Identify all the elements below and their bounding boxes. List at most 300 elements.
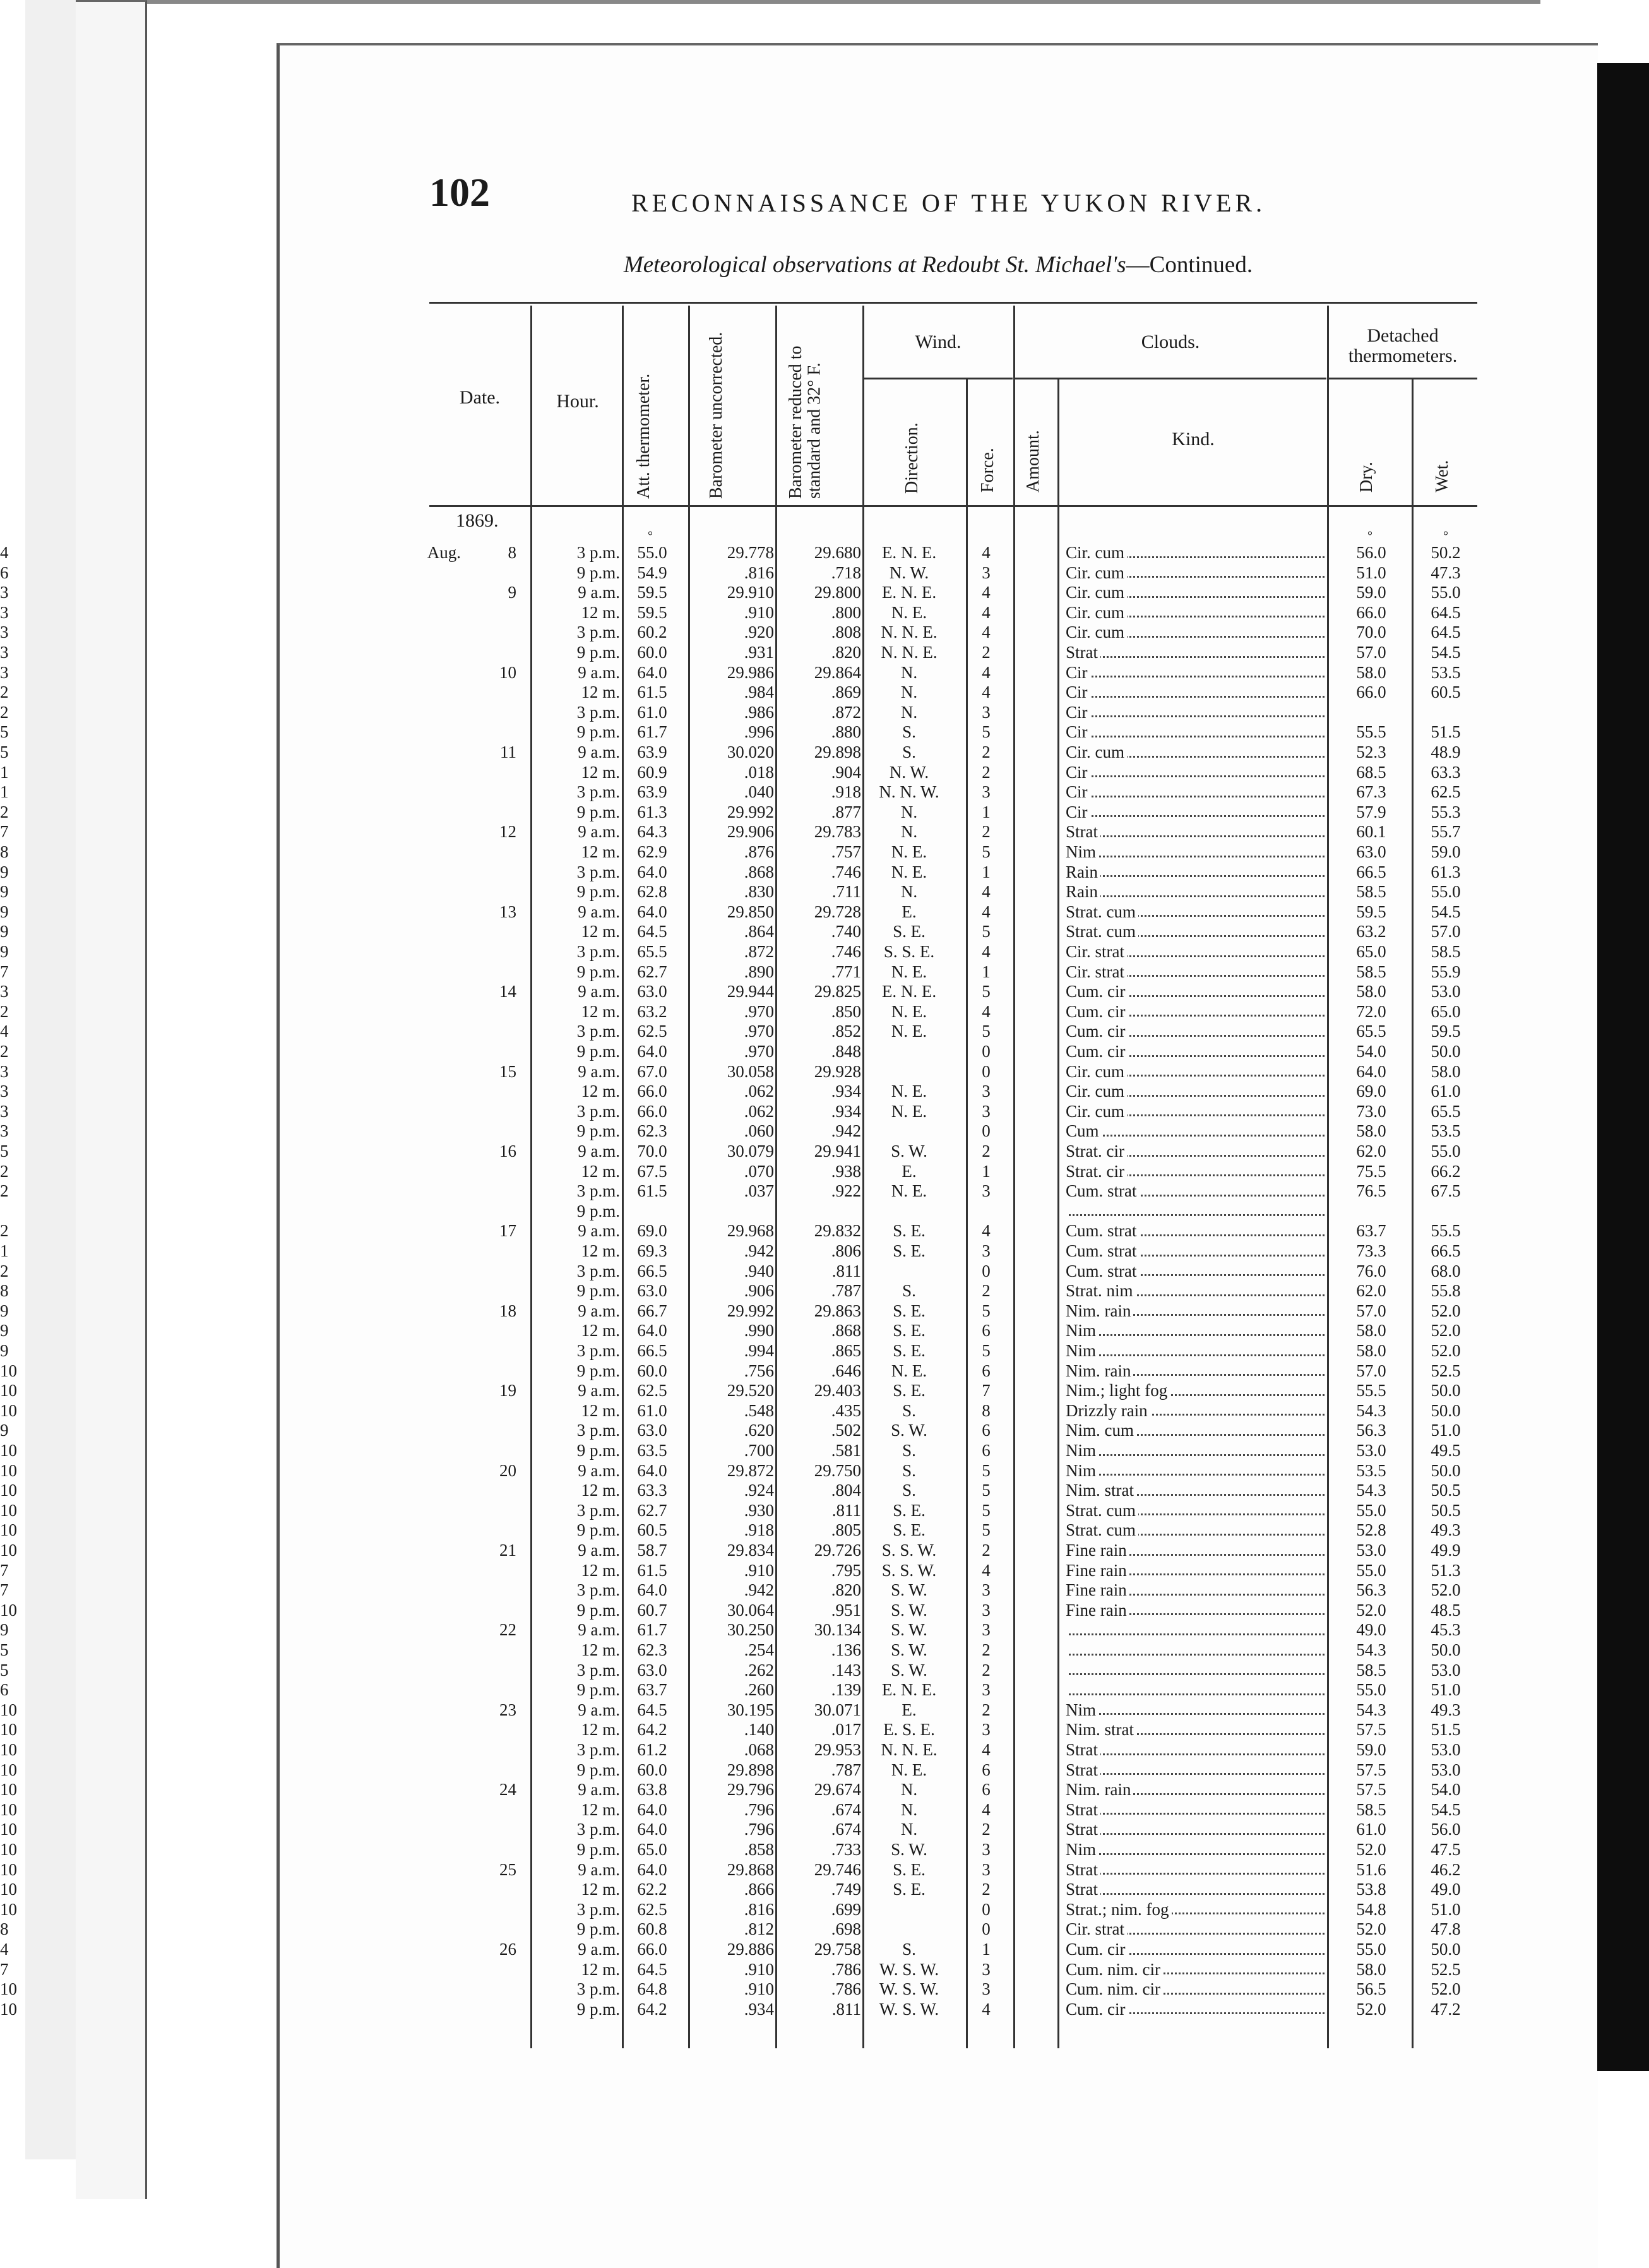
cell-wet: 52.5 bbox=[1431, 1361, 1461, 1380]
cloud-kind-text bbox=[1066, 1661, 1068, 1680]
cell-bar: 29.992 bbox=[727, 802, 774, 821]
cell-dir: N. E. bbox=[891, 1101, 927, 1121]
cell-force: 3 bbox=[982, 1082, 991, 1101]
cell-force: 1 bbox=[982, 802, 991, 821]
cell-dry: 68.5 bbox=[1356, 762, 1386, 782]
cell-force: 4 bbox=[982, 662, 991, 682]
table-row bbox=[0, 1221, 1649, 1241]
cell-red: .674 bbox=[831, 1799, 861, 1819]
cell-force: 4 bbox=[982, 882, 991, 902]
cell-dir: N. bbox=[900, 683, 918, 702]
cell-att: 63.0 bbox=[637, 982, 667, 1001]
cell-kind bbox=[1066, 1860, 1325, 1880]
cell-amount: 10 bbox=[0, 1880, 17, 1899]
running-head: RECONNAISSANCE OF THE YUKON RIVER. bbox=[631, 189, 1266, 217]
cloud-kind-text: Cum. cir bbox=[1066, 982, 1128, 1001]
cell-red: .805 bbox=[831, 1520, 861, 1540]
cell-day: 8 bbox=[508, 543, 516, 562]
cell-amount: 10 bbox=[0, 1520, 17, 1540]
cloud-kind-text: Fine rain bbox=[1066, 1541, 1129, 1560]
cell-force: 5 bbox=[982, 842, 991, 861]
cell-force: 6 bbox=[982, 1361, 991, 1380]
cell-dry: 76.5 bbox=[1356, 1181, 1386, 1201]
table-row bbox=[0, 1680, 1649, 1700]
cell-force: 0 bbox=[982, 1121, 991, 1141]
cell-wet: 51.3 bbox=[1431, 1560, 1461, 1580]
cell-wet: 64.5 bbox=[1431, 602, 1461, 622]
cell-wet: 49.9 bbox=[1431, 1541, 1461, 1560]
cell-force: 0 bbox=[982, 1899, 991, 1919]
leader-dots bbox=[1066, 1354, 1325, 1356]
cell-bar: .756 bbox=[744, 1361, 774, 1380]
cell-bar: .970 bbox=[744, 1001, 774, 1021]
cell-amount: 10 bbox=[0, 1840, 17, 1859]
cell-force: 4 bbox=[982, 623, 991, 642]
cell-red: .740 bbox=[831, 922, 861, 941]
cell-bar: 29.834 bbox=[727, 1541, 774, 1560]
cell-dry: 56.5 bbox=[1356, 1979, 1386, 1999]
cell-dir: N. N. E. bbox=[881, 1740, 938, 1759]
header-detached-line1: Detached bbox=[1367, 325, 1439, 346]
cloud-kind-text: Strat bbox=[1066, 1860, 1100, 1879]
cell-kind bbox=[1066, 722, 1325, 743]
cell-att: 61.7 bbox=[637, 722, 667, 742]
cell-red: 29.403 bbox=[814, 1381, 861, 1400]
header-clouds: Clouds. bbox=[1141, 331, 1200, 352]
cell-bar: 29.910 bbox=[727, 583, 774, 602]
cell-amount: 10 bbox=[0, 1500, 17, 1520]
cell-dir: E. N. E. bbox=[881, 583, 937, 602]
table-row bbox=[0, 942, 1649, 962]
cell-att: 66.0 bbox=[637, 1940, 667, 1959]
cloud-kind-text: Cum. strat bbox=[1066, 1181, 1140, 1200]
cell-wet: 48.9 bbox=[1431, 743, 1461, 761]
cell-amount: 3 bbox=[0, 1121, 9, 1141]
cell-force: 4 bbox=[982, 1560, 991, 1580]
cloud-kind-text: Cir. cum bbox=[1066, 603, 1127, 622]
cell-kind bbox=[1066, 1541, 1325, 1561]
cell-red: .869 bbox=[831, 683, 861, 702]
cell-dir: S. W. bbox=[891, 1620, 927, 1640]
cell-hour: 9 a.m. bbox=[578, 1859, 620, 1879]
cell-kind bbox=[1066, 1520, 1325, 1541]
cell-force: 2 bbox=[982, 1142, 991, 1161]
cell-bar: .796 bbox=[744, 1820, 774, 1839]
cell-bar: .816 bbox=[744, 563, 774, 582]
table-row bbox=[0, 1022, 1649, 1042]
cell-hour: 12 m. bbox=[581, 1720, 620, 1740]
cell-wet: 61.0 bbox=[1431, 1082, 1461, 1101]
cell-kind bbox=[1066, 1780, 1325, 1800]
cell-att: 60.0 bbox=[637, 1760, 667, 1779]
cell-kind bbox=[1066, 763, 1325, 783]
cell-att: 61.0 bbox=[637, 1400, 667, 1420]
cell-dry: 55.0 bbox=[1356, 1560, 1386, 1580]
leader-dots bbox=[1066, 656, 1325, 658]
cell-day: 10 bbox=[499, 662, 516, 682]
cell-hour: 12 m. bbox=[581, 1400, 620, 1420]
cell-bar: .876 bbox=[744, 842, 774, 861]
cell-dry: 52.0 bbox=[1356, 1999, 1386, 2019]
cell-amount: 2 bbox=[0, 1221, 9, 1241]
cell-force: 0 bbox=[982, 1919, 991, 1939]
cell-kind bbox=[1066, 1800, 1325, 1820]
cloud-kind-text: Drizzly rain bbox=[1066, 1401, 1150, 1420]
cell-red: .771 bbox=[831, 962, 861, 981]
cell-dir: N. N. E. bbox=[881, 623, 938, 642]
leader-dots bbox=[1066, 835, 1325, 837]
cell-dry: 62.0 bbox=[1356, 1142, 1386, 1161]
table-row bbox=[0, 1580, 1649, 1601]
cell-force: 3 bbox=[982, 1620, 991, 1640]
cell-kind bbox=[1066, 1121, 1325, 1142]
cell-force: 0 bbox=[982, 1061, 991, 1081]
cell-dir: N. bbox=[900, 1780, 918, 1799]
cell-hour: 9 a.m. bbox=[578, 1061, 620, 1081]
cell-amount: 10 bbox=[0, 1820, 17, 1839]
cell-red: .868 bbox=[831, 1321, 861, 1340]
leader-dots bbox=[1066, 1214, 1325, 1216]
cloud-kind-text: Cir bbox=[1066, 703, 1090, 722]
cell-amount: 3 bbox=[0, 1082, 9, 1101]
cell-force: 5 bbox=[982, 922, 991, 941]
cell-dry: 63.7 bbox=[1356, 1221, 1386, 1241]
cell-hour: 9 a.m. bbox=[578, 902, 620, 921]
cell-hour: 12 m. bbox=[581, 1321, 620, 1340]
table-row bbox=[0, 563, 1649, 583]
cell-att: 66.7 bbox=[637, 1301, 667, 1320]
cell-hour: 3 p.m. bbox=[576, 1740, 620, 1759]
cell-force: 6 bbox=[982, 1421, 991, 1440]
cell-red: 29.941 bbox=[814, 1142, 861, 1161]
cell-kind bbox=[1066, 1281, 1325, 1301]
cell-dir: N. E. bbox=[891, 602, 927, 622]
cloud-kind-text: Cir bbox=[1066, 803, 1090, 821]
cell-force: 3 bbox=[982, 1101, 991, 1121]
cell-bar: .260 bbox=[744, 1680, 774, 1700]
cell-dry: 58.5 bbox=[1356, 962, 1386, 981]
cell-hour: 3 p.m. bbox=[576, 1660, 620, 1680]
cell-amount: 3 bbox=[0, 623, 9, 642]
cell-wet: 55.0 bbox=[1431, 583, 1461, 602]
cell-day: 22 bbox=[499, 1620, 516, 1640]
cell-red: .806 bbox=[831, 1241, 861, 1260]
cell-kind bbox=[1066, 663, 1325, 683]
table-row bbox=[0, 663, 1649, 683]
cell-dry: 57.0 bbox=[1356, 1301, 1386, 1320]
cell-bar: 29.944 bbox=[727, 982, 774, 1001]
cell-kind bbox=[1066, 1979, 1325, 2000]
leader-dots bbox=[1066, 1753, 1325, 1755]
cell-amount: 7 bbox=[0, 1580, 9, 1600]
cell-amount: 8 bbox=[0, 842, 9, 861]
page-number: 102 bbox=[429, 170, 490, 215]
cell-hour: 12 m. bbox=[581, 1799, 620, 1819]
cloud-kind-text: Cir. cum bbox=[1066, 1102, 1127, 1121]
table-row bbox=[0, 1880, 1649, 1900]
cell-att: 64.0 bbox=[637, 902, 667, 921]
cell-dry: 53.5 bbox=[1356, 1460, 1386, 1480]
cell-hour: 9 p.m. bbox=[576, 1600, 620, 1620]
cell-dry: 53.0 bbox=[1356, 1441, 1386, 1460]
cell-att: 61.7 bbox=[637, 1620, 667, 1640]
cloud-kind-text: Nim. cum bbox=[1066, 1421, 1136, 1440]
cell-force: 6 bbox=[982, 1441, 991, 1460]
cell-kind bbox=[1066, 1241, 1325, 1262]
cell-dir: N. E. bbox=[891, 1361, 927, 1380]
cell-dir: E. N. E. bbox=[881, 543, 937, 562]
cell-bar: .970 bbox=[744, 1042, 774, 1061]
cell-dir: N. bbox=[900, 662, 918, 682]
cell-amount: 10 bbox=[0, 1859, 17, 1879]
cell-red: 29.864 bbox=[814, 662, 861, 682]
cell-bar: 30.058 bbox=[727, 1061, 774, 1081]
cell-wet: 55.8 bbox=[1431, 1281, 1461, 1301]
cell-day: 20 bbox=[499, 1460, 516, 1480]
cell-red: .880 bbox=[831, 722, 861, 742]
cell-day: 19 bbox=[499, 1381, 516, 1400]
cell-kind bbox=[1066, 1381, 1325, 1401]
cell-kind bbox=[1066, 962, 1325, 982]
cell-red: .746 bbox=[831, 942, 861, 961]
cell-bar: .620 bbox=[744, 1421, 774, 1440]
cell-att: 61.5 bbox=[637, 683, 667, 702]
cloud-kind-text: Cir bbox=[1066, 663, 1090, 682]
cell-day: 24 bbox=[499, 1780, 516, 1799]
cell-wet: 50.2 bbox=[1431, 543, 1461, 562]
cell-kind bbox=[1066, 1401, 1325, 1421]
cell-amount: 7 bbox=[0, 962, 9, 981]
table-row bbox=[0, 1780, 1649, 1800]
cloud-kind-text: Nim bbox=[1066, 1461, 1098, 1480]
cell-bar: .994 bbox=[744, 1341, 774, 1360]
cell-att: 59.5 bbox=[637, 583, 667, 602]
cell-wet: 46.2 bbox=[1431, 1859, 1461, 1879]
cell-bar: .140 bbox=[744, 1720, 774, 1740]
cell-bar: .254 bbox=[744, 1640, 774, 1659]
cell-att: 66.0 bbox=[637, 1082, 667, 1101]
cell-red: .852 bbox=[831, 1022, 861, 1041]
cell-amount: 10 bbox=[0, 1780, 17, 1799]
cell-bar: .812 bbox=[744, 1919, 774, 1939]
cloud-kind-text: Strat bbox=[1066, 822, 1100, 841]
cell-dry: 54.3 bbox=[1356, 1400, 1386, 1420]
header-barometer-uncorrected: Barometer uncorrected. bbox=[706, 331, 726, 499]
cloud-kind-text: Fine rain bbox=[1066, 1561, 1129, 1580]
cell-wet: 53.5 bbox=[1431, 1121, 1461, 1141]
cell-red: .865 bbox=[831, 1341, 861, 1360]
table-row bbox=[0, 1281, 1649, 1301]
cell-hour: 12 m. bbox=[581, 922, 620, 941]
cell-bar: .910 bbox=[744, 1560, 774, 1580]
cell-day: 9 bbox=[508, 583, 516, 602]
cell-red: .934 bbox=[831, 1101, 861, 1121]
cell-bar: 29.886 bbox=[727, 1940, 774, 1959]
caption-suffix: —Continued. bbox=[1126, 252, 1253, 278]
cell-wet: 49.3 bbox=[1431, 1520, 1461, 1540]
cell-dir: S. E. bbox=[893, 1341, 926, 1360]
cell-bar: 29.850 bbox=[727, 902, 774, 921]
cell-force: 2 bbox=[982, 1541, 991, 1560]
header-date: Date. bbox=[459, 387, 501, 408]
cell-dir: N. bbox=[900, 802, 918, 821]
cell-wet: 50.0 bbox=[1431, 1381, 1461, 1400]
table-row bbox=[0, 1181, 1649, 1202]
cell-wet: 61.3 bbox=[1431, 862, 1461, 881]
cell-amount: 2 bbox=[0, 1042, 9, 1061]
header-amount: Amount. bbox=[1023, 430, 1043, 492]
cell-force: 6 bbox=[982, 1321, 991, 1340]
table-row bbox=[0, 803, 1649, 823]
cloud-kind-text: Nim bbox=[1066, 1341, 1098, 1360]
cell-dir: N. E. bbox=[891, 1760, 927, 1779]
cell-bar: .942 bbox=[744, 1580, 774, 1600]
cell-wet: 47.5 bbox=[1431, 1840, 1461, 1859]
cell-force: 5 bbox=[982, 1460, 991, 1480]
cell-att: 63.3 bbox=[637, 1481, 667, 1500]
thermometers-group-rule bbox=[1328, 378, 1477, 379]
cell-hour: 3 p.m. bbox=[576, 623, 620, 642]
cell-amount: 1 bbox=[0, 1241, 9, 1260]
cloud-kind-text: Nim.; light fog bbox=[1066, 1381, 1170, 1400]
cell-hour: 9 a.m. bbox=[578, 743, 620, 761]
cell-wet: 51.5 bbox=[1431, 722, 1461, 742]
cell-amount: 2 bbox=[0, 1261, 9, 1280]
table-row bbox=[0, 1142, 1649, 1162]
cell-att: 62.7 bbox=[637, 962, 667, 981]
cloud-kind-text: Cir bbox=[1066, 763, 1090, 782]
cell-dry: 73.3 bbox=[1356, 1241, 1386, 1260]
cloud-kind-text: Strat. cum bbox=[1066, 1501, 1138, 1520]
cell-att: 62.8 bbox=[637, 882, 667, 902]
cloud-kind-text: Strat bbox=[1066, 1820, 1100, 1839]
cell-kind bbox=[1066, 1301, 1325, 1322]
cell-wet: 50.0 bbox=[1431, 1940, 1461, 1959]
cell-amount: 10 bbox=[0, 1460, 17, 1480]
cloud-kind-text: Strat bbox=[1066, 1800, 1100, 1819]
header-kind: Kind. bbox=[1172, 429, 1215, 450]
cell-hour: 3 p.m. bbox=[576, 1500, 620, 1520]
cell-force: 5 bbox=[982, 1341, 991, 1360]
cell-kind bbox=[1066, 743, 1325, 763]
cell-red: .139 bbox=[831, 1680, 861, 1700]
cell-bar: 29.898 bbox=[727, 1760, 774, 1779]
cell-force: 3 bbox=[982, 1680, 991, 1700]
cell-wet: 54.5 bbox=[1431, 643, 1461, 662]
table-row bbox=[0, 1401, 1649, 1421]
cell-hour: 9 p.m. bbox=[576, 1201, 620, 1221]
cell-hour: 12 m. bbox=[581, 1880, 620, 1899]
cell-kind bbox=[1066, 1620, 1325, 1640]
cell-kind bbox=[1066, 703, 1325, 723]
header-hour: Hour. bbox=[556, 391, 599, 412]
cell-red: .581 bbox=[831, 1441, 861, 1460]
cloud-kind-text: Rain bbox=[1066, 862, 1100, 881]
cell-kind bbox=[1066, 1082, 1325, 1102]
cell-kind bbox=[1066, 902, 1325, 922]
cell-dry: 63.0 bbox=[1356, 842, 1386, 861]
table-row bbox=[0, 1341, 1649, 1361]
cell-kind bbox=[1066, 1640, 1325, 1661]
cell-red: .786 bbox=[831, 1979, 861, 1999]
cell-dir: S. E. bbox=[893, 1301, 926, 1320]
table-row bbox=[0, 1860, 1649, 1880]
cell-kind bbox=[1066, 842, 1325, 862]
cell-hour: 9 p.m. bbox=[576, 802, 620, 821]
cell-dry: 64.0 bbox=[1356, 1061, 1386, 1081]
table-row bbox=[0, 1541, 1649, 1561]
table-row bbox=[0, 962, 1649, 982]
table-row bbox=[0, 1700, 1649, 1721]
cell-day: 13 bbox=[499, 902, 516, 921]
leader-dots bbox=[1066, 1693, 1325, 1695]
leader-dots bbox=[1066, 1673, 1325, 1675]
cell-amount: 10 bbox=[0, 1400, 17, 1420]
cell-kind bbox=[1066, 563, 1325, 583]
table-row bbox=[0, 643, 1649, 663]
cloud-kind-text: Strat. cum bbox=[1066, 902, 1138, 921]
cell-force: 6 bbox=[982, 1780, 991, 1799]
table-row bbox=[0, 603, 1649, 623]
cell-red: .872 bbox=[831, 702, 861, 722]
cell-bar: .866 bbox=[744, 1880, 774, 1899]
cell-hour: 3 p.m. bbox=[576, 1899, 620, 1919]
cloud-kind-text: Strat bbox=[1066, 643, 1100, 662]
cell-force: 3 bbox=[982, 563, 991, 582]
cell-att: 64.0 bbox=[637, 862, 667, 881]
cell-wet: 57.0 bbox=[1431, 922, 1461, 941]
table-row bbox=[0, 1740, 1649, 1760]
cell-wet: 55.0 bbox=[1431, 882, 1461, 902]
cell-hour: 3 p.m. bbox=[576, 942, 620, 961]
cell-wet: 66.2 bbox=[1431, 1161, 1461, 1181]
cell-hour: 12 m. bbox=[581, 1001, 620, 1021]
cell-wet: 54.5 bbox=[1431, 1799, 1461, 1819]
cell-hour: 9 p.m. bbox=[576, 1281, 620, 1301]
cell-kind bbox=[1066, 1661, 1325, 1681]
cell-hour: 9 p.m. bbox=[576, 1520, 620, 1540]
cell-dry: 65.5 bbox=[1356, 1022, 1386, 1041]
cell-kind bbox=[1066, 922, 1325, 942]
table-row bbox=[0, 1262, 1649, 1282]
table-row bbox=[0, 1321, 1649, 1341]
cell-dry: 49.0 bbox=[1356, 1620, 1386, 1640]
cell-red: .922 bbox=[831, 1181, 861, 1201]
cell-att: 69.0 bbox=[637, 1221, 667, 1241]
cloud-kind-text: Cum. cir bbox=[1066, 1940, 1128, 1959]
cell-amount: 10 bbox=[0, 1541, 17, 1560]
cell-bar: .018 bbox=[744, 762, 774, 782]
cell-amount: 10 bbox=[0, 1720, 17, 1740]
table-row bbox=[0, 623, 1649, 643]
cell-wet: 63.3 bbox=[1431, 762, 1461, 782]
cell-att: 59.5 bbox=[637, 602, 667, 622]
cell-wet: 47.8 bbox=[1431, 1919, 1461, 1939]
cell-hour: 12 m. bbox=[581, 1959, 620, 1979]
cell-force: 5 bbox=[982, 722, 991, 742]
cell-bar: 29.968 bbox=[727, 1221, 774, 1241]
cell-kind bbox=[1066, 882, 1325, 902]
cell-amount: 9 bbox=[0, 1620, 9, 1640]
cloud-kind-text: Cir. strat bbox=[1066, 1919, 1127, 1938]
cloud-kind-text: Cir. cum bbox=[1066, 1062, 1127, 1081]
cell-hour: 3 p.m. bbox=[576, 1261, 620, 1280]
cell-dry: 54.3 bbox=[1356, 1640, 1386, 1659]
cell-amount: 10 bbox=[0, 1760, 17, 1779]
table-row bbox=[0, 782, 1649, 803]
cell-dir: S. E. bbox=[893, 1880, 926, 1899]
cloud-kind-text: Strat.; nim. fog bbox=[1066, 1900, 1172, 1919]
